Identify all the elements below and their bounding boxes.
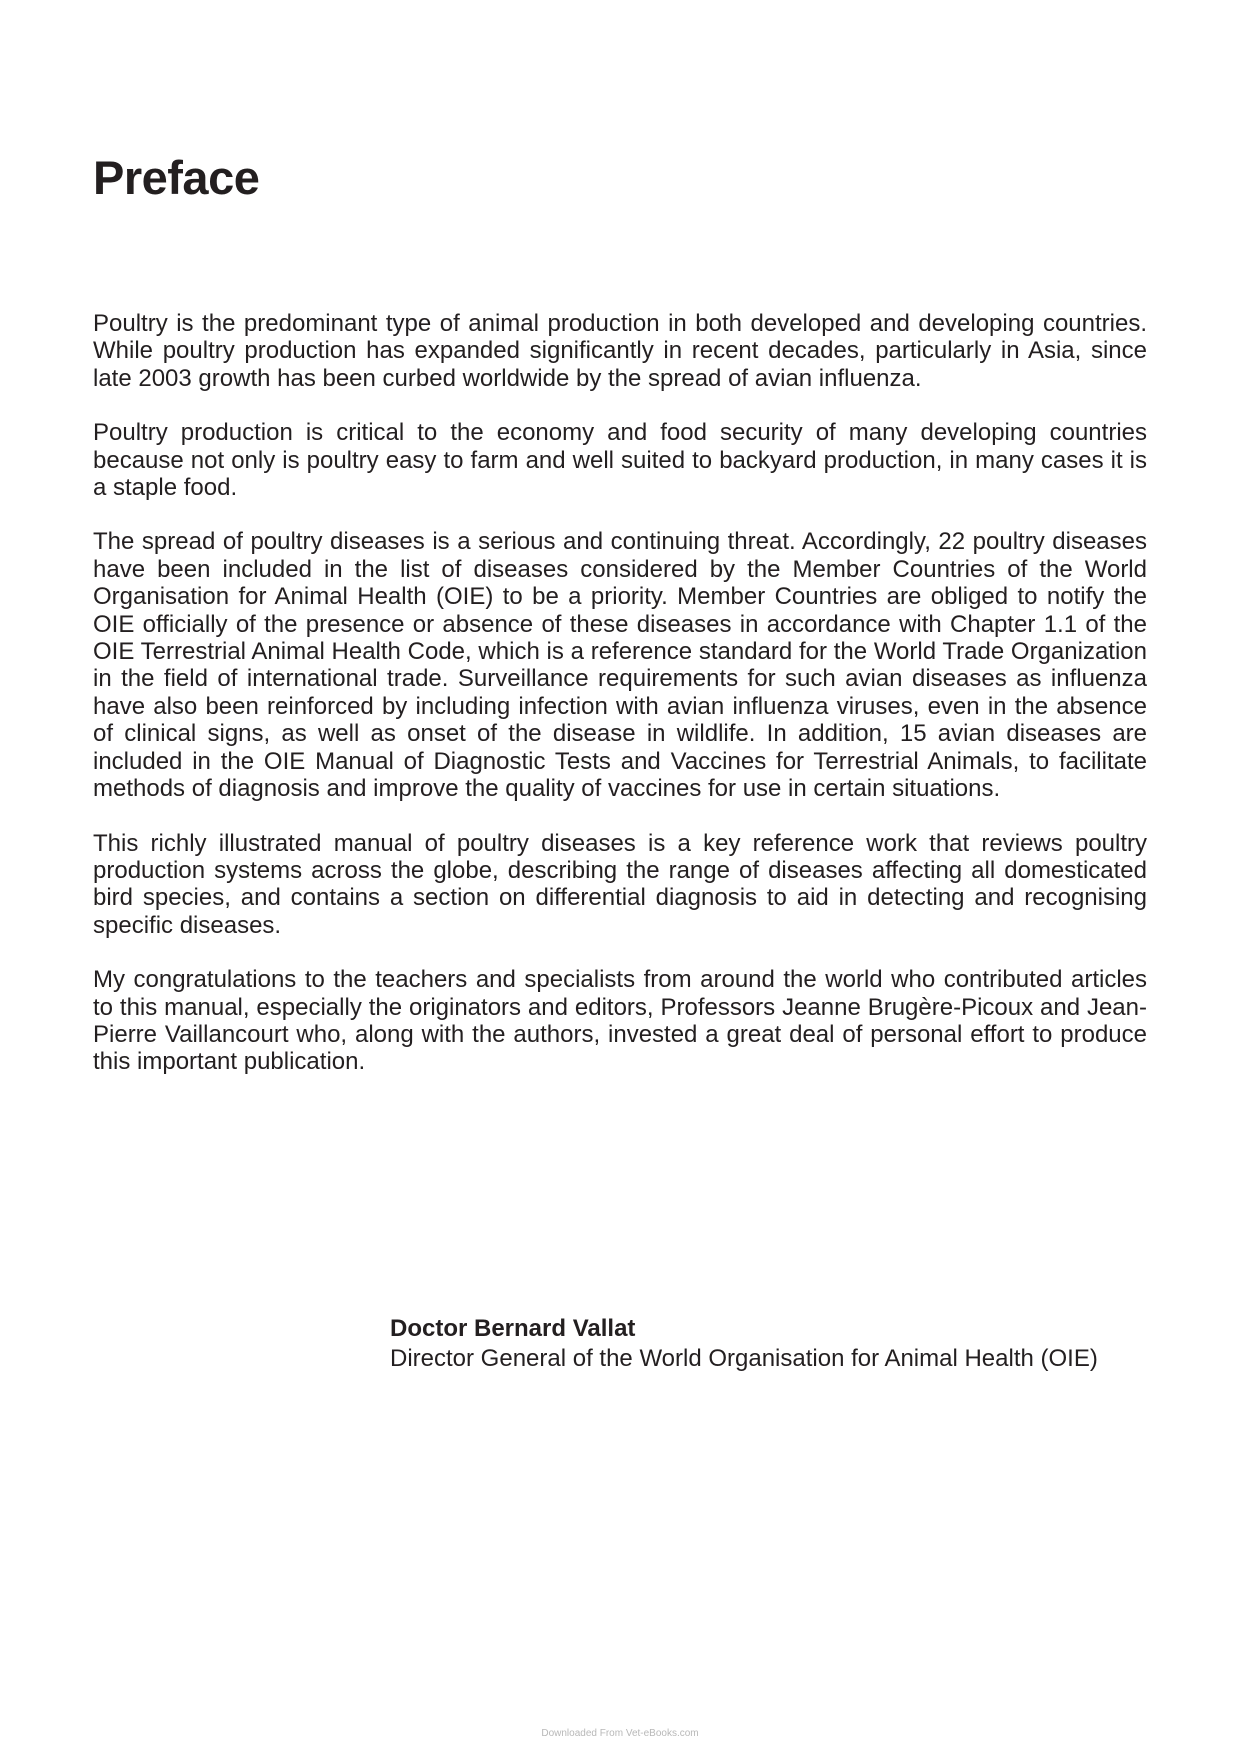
paragraph: The spread of poultry diseases is a serious and continuing threat. Accordingly, 22 poultry diseases have been included in the list of diseases considered by the Member Countries of the World Organisation for Animal Health (OIE) to be a priority. Member Countries are obliged to notify the OIE officially of the presence or absence of these diseases in accordance with Chapter 1.1 of the OIE Terrestrial Animal Health Code, which is a reference standard for the World Trade Organization in the field of international trade. Surveillance requirements for such avian diseases as influenza have also been reinforced by including infection with avian influenza viruses, even in the absence of clinical signs, as well as onset of the disease in wildlife. In addition, 15 avian diseases are included in the OIE Manual of Diagnostic Tests and Vaccines for Terrestrial Animals, to facilitate methods of diagnosis and improve the quality of vaccines for use in certain situations. (93, 528, 1147, 803)
signatory-name: Doctor Bernard Vallat (390, 1315, 636, 1342)
paragraph: This richly illustrated manual of poultry diseases is a key reference work that reviews poultry production systems across the globe, describing the range of diseases affecting all domesticated bird species, and contains a section on differential diagnosis to aid in detecting and recognising specific diseases. (93, 829, 1147, 939)
signatory-title: Director General of the World Organisation for Animal Health (OIE) (390, 1345, 1098, 1372)
paragraph: Poultry is the predominant type of animal production in both developed and developing countries. While poultry production has expanded significantly in recent decades, particularly in Asia, since late 2003 growth has been curbed worldwide by the spread of avian influenza. (93, 310, 1147, 392)
paragraph: My congratulations to the teachers and specialists from around the world who contributed articles to this manual, especially the originators and editors, Professors Jeanne Brugère-Picoux and Jean-Pierre Vaillancourt who, along with the authors, invested a great deal of personal effort to produce this important publication. (93, 966, 1147, 1076)
download-watermark: Downloaded From Vet-eBooks.com (541, 1728, 699, 1739)
paragraph: Poultry production is critical to the economy and food security of many developing countries because not only is poultry easy to farm and well suited to backyard production, in many cases it is a staple food. (93, 419, 1147, 502)
page-title: Preface (93, 151, 260, 204)
preface-body (93, 310, 1147, 1103)
signature-block (390, 1314, 1190, 1374)
